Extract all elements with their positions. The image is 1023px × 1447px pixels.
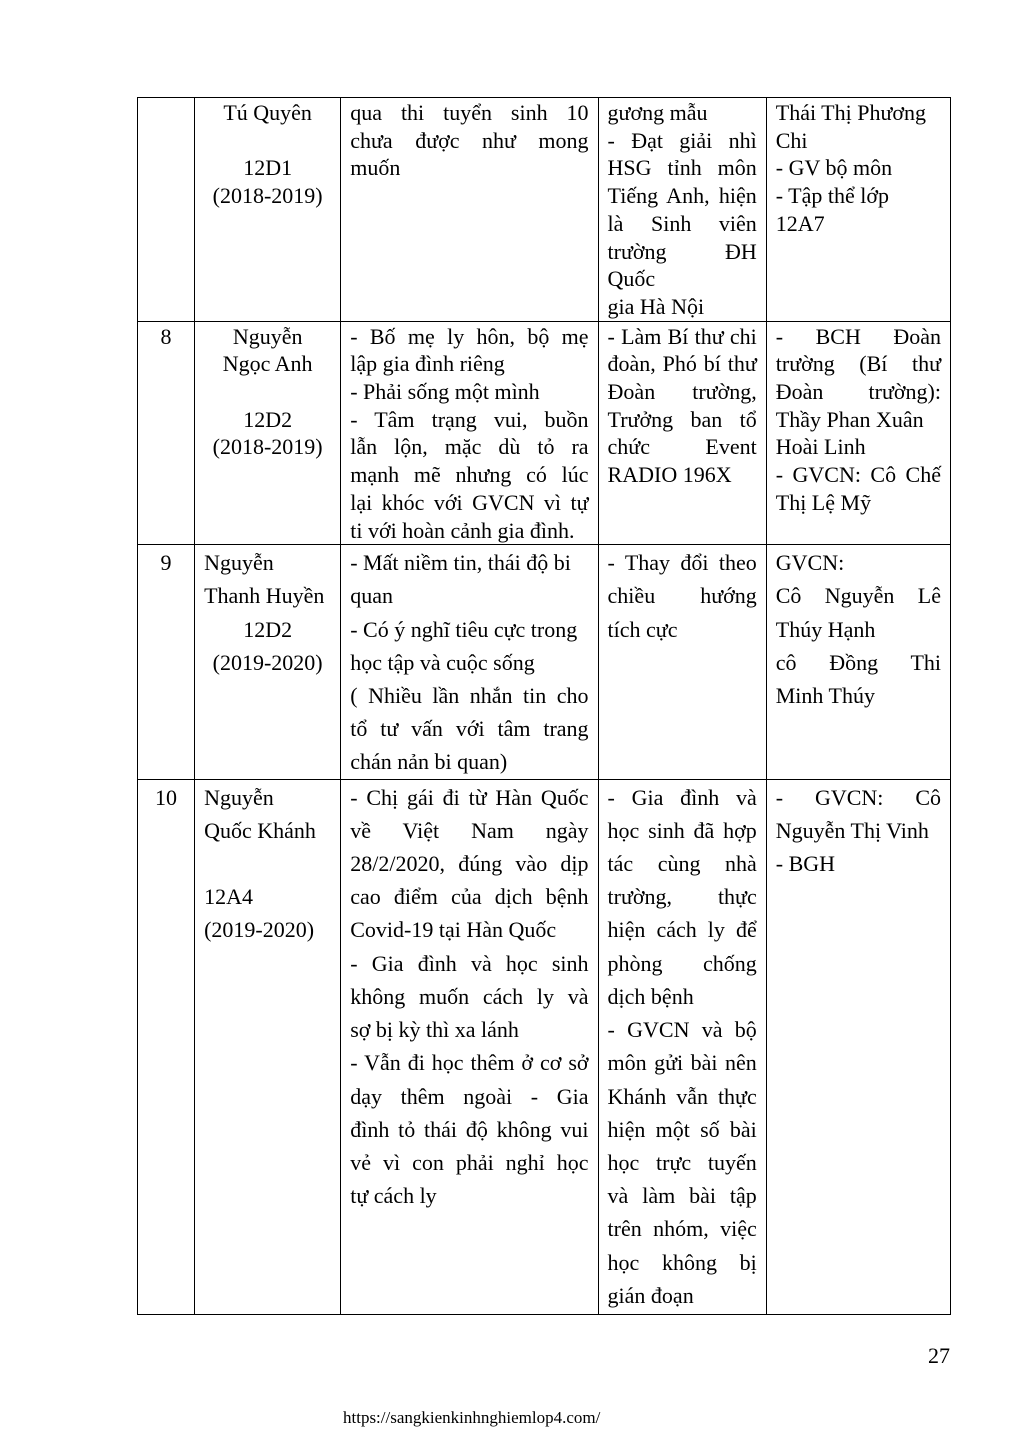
- footer-url[interactable]: https://sangkienkinhnghiemlop4.com/: [343, 1408, 601, 1427]
- table-row: [138, 321, 951, 545]
- student-name: Tú Quyên: [223, 100, 312, 125]
- table-row: [138, 779, 951, 1314]
- student-name: Thanh Huyền: [204, 583, 325, 609]
- student-class: 12D2: [243, 406, 293, 432]
- stt-cell: 10: [138, 779, 195, 1314]
- school-year: (2018-2019): [212, 183, 323, 209]
- result-cell: gương mẫu - Đạt giải nhì HSG tỉnh môn Tiếng Anh, hiện là Sinh viên trường ĐH Quốc gia Hà Nội: [598, 98, 766, 322]
- situation-cell: qua thi tuyển sinh 10 chưa được như mong muốn: [341, 98, 598, 322]
- student-support-table: [137, 97, 951, 1315]
- school-year: (2019-2020): [204, 917, 315, 943]
- situation-cell: - Chị gái đi từ Hàn Quốc về Việt Nam ngày 28/2/2020, đúng vào dịp cao điểm của dịch bệnh Covid-19 tại Hàn Quốc - Gia đình và học sinh không muốn cách ly và sợ bị kỳ thì xa lánh - Vẫn đi học thêm ở cơ sở dạy thêm ngoài - Gia đình tỏ thái độ không vui vẻ vì con phải nghỉ học tự cách ly: [341, 779, 598, 1314]
- student-cell: [195, 779, 341, 1314]
- student-cell: [195, 98, 341, 322]
- student-class: 12A4: [204, 884, 253, 910]
- student-name: Nguyễn: [232, 323, 303, 349]
- stt-cell: 8: [138, 321, 195, 545]
- student-cell: [195, 321, 341, 545]
- school-year: (2018-2019): [212, 434, 323, 460]
- result-cell: - Gia đình và học sinh đã hợp tác cùng nhà trường, thực hiện cách ly để phòng chống dịch bệnh - GVCN và bộ môn gửi bài nên Khánh vẫn thực hiện một số bài học trực tuyến và làm bài tập trên nhóm, việc học không bị gián đoạn: [598, 779, 766, 1314]
- result-cell: - Thay đổi theo chiều hướng tích cực: [598, 545, 766, 779]
- student-class: 12D2: [243, 616, 293, 642]
- supporter-cell: - GVCN: Cô Nguyễn Thị Vinh - BGH: [766, 779, 950, 1314]
- stt-cell: 9: [138, 545, 195, 779]
- student-cell: [195, 545, 341, 779]
- supporter-cell: - BCH Đoàn trường (Bí thư Đoàn trường): Thầy Phan Xuân Hoài Linh - GVCN: Cô Chế Thị Lệ Mỹ: [766, 321, 950, 545]
- supporter-cell: Thái Thị Phương Chi - GV bộ môn - Tập thể lớp 12A7: [766, 98, 950, 322]
- stt-cell: [138, 98, 195, 322]
- student-name: Quốc Khánh: [204, 817, 316, 843]
- result-cell: - Làm Bí thư chi đoàn, Phó bí thư Đoàn trường, Trưởng ban tổ chức Event RADIO 196X: [598, 321, 766, 545]
- school-year: (2019-2020): [212, 649, 323, 675]
- table-row: [138, 545, 951, 779]
- situation-cell: - Bố mẹ ly hôn, bộ mẹ lập gia đình riêng - Phải sống một mình - Tâm trạng vui, buồn lẫn lộn, mặc dù tỏ ra mạnh mẽ nhưng có lúc lại khóc với GVCN vì tự ti với hoàn cảnh gia đình.: [341, 321, 598, 545]
- student-name: Nguyễn: [204, 550, 274, 576]
- page-number: 27: [928, 1343, 950, 1368]
- supporter-cell: GVCN: Cô Nguyễn Lê Thúy Hạnh cô Đồng Thi Minh Thúy: [766, 545, 950, 779]
- student-name: Nguyễn: [204, 784, 274, 810]
- situation-cell: - Mất niềm tin, thái độ bi quan - Có ý nghĩ tiêu cực trong học tập và cuộc sống ( Nhiều lần nhắn tin cho tổ tư vấn với tâm trang chán nản bi quan): [341, 545, 598, 779]
- table-row: [138, 98, 951, 322]
- student-name: Ngọc Anh: [222, 351, 313, 377]
- student-class: 12D1: [243, 155, 293, 181]
